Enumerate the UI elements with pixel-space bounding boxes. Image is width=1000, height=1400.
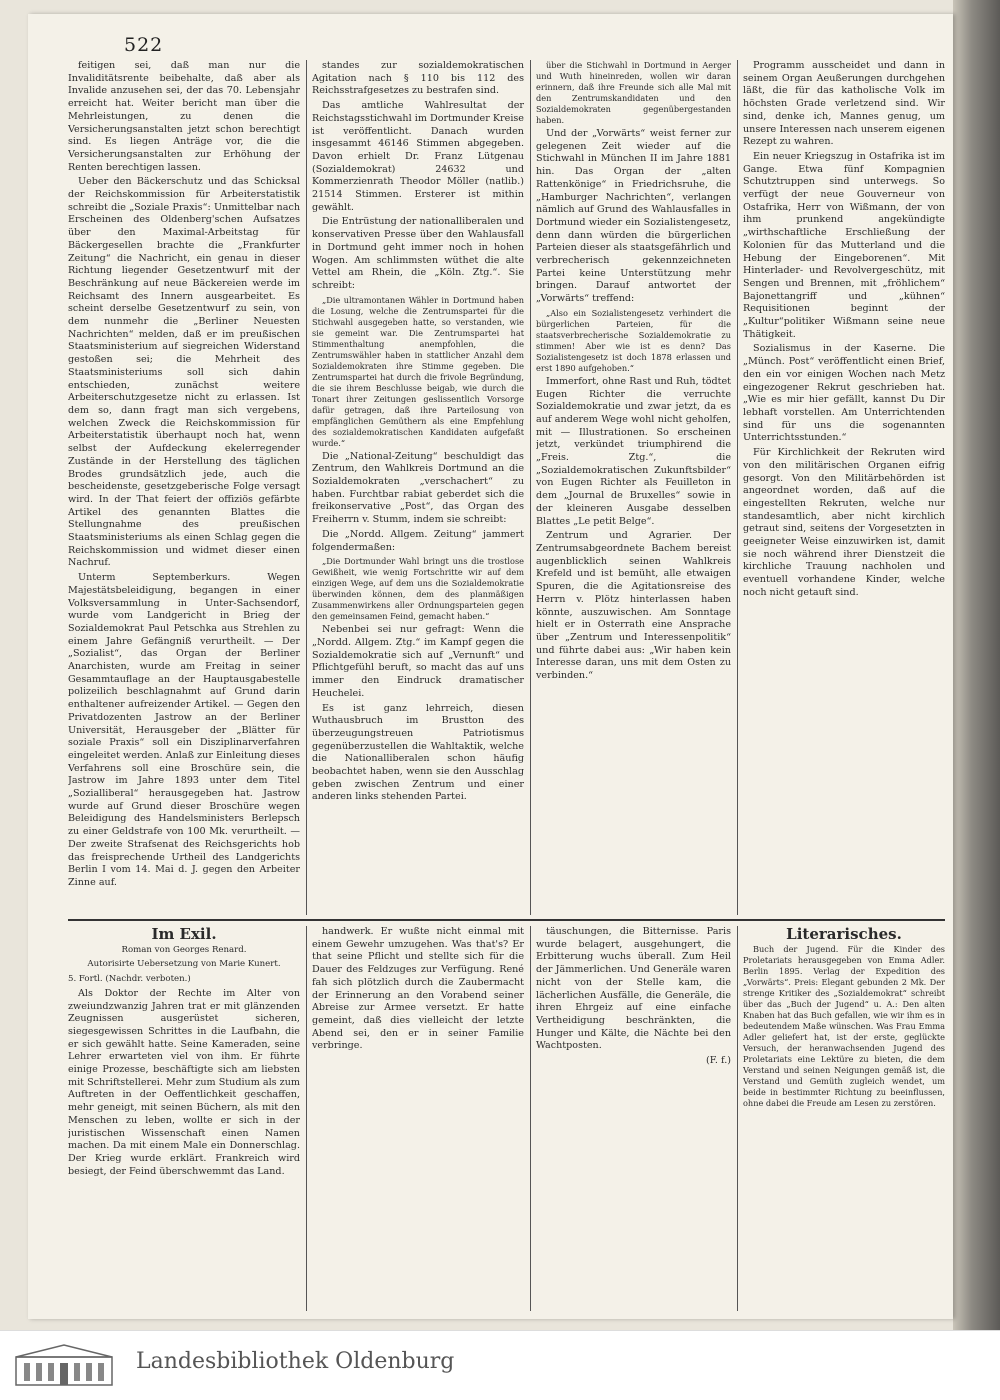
book-binding (953, 0, 1000, 1330)
paragraph: Es ist ganz lehrreich, diesen Wuthausbruch im Brustton des überzeugungstreuen Patriotismus gegenüberzustellen die Wahltaktik, welche die Nationalliberalen schon häufig beobachtet haben, wenn sie den Ausschlag geben zwischen Zentrum und einer anderen links stehenden Partei. (312, 702, 524, 803)
paragraph: standes zur sozialdemokratischen Agitation nach § 110 bis 112 des Reichsstrafgesetzes zu bestrafen sind. (312, 60, 524, 97)
paragraph: Programm ausscheidet und dann in seinem Organ Aeußerungen durchgehen läßt, die für das katholische Volk im höchsten Grade verletzend sind. Wir sind, denke ich, Mannes genug, um unsere Interessen nach unserem eigenen Rezept zu wahren. (743, 60, 945, 148)
paragraph: Die „National-Zeitung“ beschuldigt das Zentrum, den Wahlkreis Dortmund an die Sozialdemokraten „verschachert“ zu haben. Furchtbar rabiat geberdet sich die freikonservative „Post“, das Organ des Freiherrn v. Stumm, indem sie schreibt: (312, 450, 524, 526)
paragraph: Ein neuer Kriegszug in Ostafrika ist im Gange. Etwa fünf Kompagnien Schutztruppen sind unterwegs. So verfügt der neue Gouverneur von Ostafrika, Herr von Wißmann, der von ihm prunkend angekündigte „wirthschaftliche Erschließung der Kolonien für das Mutterland und die Hebung der Eingeborenen“. Mit Hinterlader- und Revolvergeschütz, mit Sengen und Brennen, mit „fröhlichem“ Bajonettangriff und „kühnen“ Requisitionen beginnt der „Kultur“politiker Wißmann seine neue Thätigkeit. (743, 150, 945, 340)
paragraph: Sozialismus in der Kaserne. Die „Münch. Post“ veröffentlicht einen Brief, den ein vor einigen Wochen nach Metz eingezogener Rekrut geschrieben hat. „Wie es mir hier gefällt, kannst Du Dir lebhaft vorstellen. Am Unterrichtenden sind für uns die sogenannten Unterrichtsstunden.“ (743, 343, 945, 444)
feuilleton-column-3 (536, 926, 731, 1311)
column-rule (306, 60, 307, 915)
column-rule (530, 926, 531, 1311)
literary-column (743, 926, 945, 1311)
library-name: Landesbibliothek Oldenburg (136, 1349, 455, 1374)
paragraph: Immerfort, ohne Rast und Ruh, tödtet Eugen Richter die verruchte Sozialdemokratie und zwar jetzt, da es auf anderem Wege wohl nicht geholfen, mit — Illustrationen. So erscheinen jetzt, verkündet triumphirend die „Freis. Ztg.“, die „Sozialdemokratischen Zukunftsbilder“ von Eugen Richter als Feuilleton in dem „Journal de Bruxelles“ sowie in der kleineren Ausgabe desselben Blattes „Le petit Belge“. (536, 375, 731, 527)
library-building-icon (14, 1343, 114, 1387)
quote-paragraph: „Die Dortmunder Wahl bringt uns die trostlose Gewißheit, wie wenig Fortschritte wir auf dem einzigen Wege, auf dem uns die Sozialdemokratie überwinden können, dem des planmäßigen Zusammenwirkens aller Ordnungsparteien gegen den gemeinsamen Feind, gemacht haben.“ (312, 556, 524, 622)
paragraph: Nebenbei sei nur gefragt: Wenn die „Nordd. Allgem. Ztg.“ im Kampf gegen die Sozialdemokratie sich auf „Vernunft“ und Pflichtgefühl beruft, so macht das auf uns immer den Eindruck dramatischer Heuchelei. (312, 624, 524, 699)
feuilleton-column-1 (68, 926, 300, 1311)
quote-paragraph: über die Stichwahl in Dortmund in Aerger und Wuth hineinreden, wollen wir daran erinnern, daß ihre Freunde sich alle Mal mit den Zentrumskandidaten und den Sozialdemokraten gegenübergestanden haben. (536, 60, 731, 125)
column-rule (306, 926, 307, 1311)
page-number: 522 (124, 34, 164, 56)
quote-paragraph: „Also ein Sozialistengesetz verhindert die bürgerlichen Parteien, für die staatsverbrecherische Sozialdemokratie zu stimmen! Aber wie ist es denn? Das Sozialistengesetz ist doch 1878 erlassen und erst 1890 aufgehoben.“ (536, 307, 731, 373)
column-rule (530, 60, 531, 915)
paragraph: täuschungen, die Bitternisse. Paris wurde belagert, ausgehungert, die Erbitterung wuchs überall. Zum Heil der Jämmerlichen. Und Generäle waren nicht von der Stelle kam, die lächerlichen Ausfälle, die Generäle, die ihren Ehrgeiz auf eine einfache Vertheidigung beschränkten, die Hunger und Kälte, die Nächte bei den Wachtposten. (536, 926, 731, 1052)
column-1 (68, 60, 300, 915)
newspaper-page (28, 14, 953, 1319)
paragraph: Unterm Septemberkurs. Wegen Majestätsbeleidigung, begangen in einer Volksversammlung in Unter-Sachsendorf, wurde vom Landgericht in Brieg der Sozialdemokrat Paul Petschka aus Strehlen zu einem Jahre Gefängniß verurtheilt. — Der „Sozialist“, das Organ der Berliner Anarchisten, wurde am Freitag in seiner Gesammtauflage an der Hauptausgabestelle polizeilich beschlagnahmt auf Grund darin enthaltener aufreizender Artikel. — Gegen den Privatdozenten Jastrow an der Berliner Universität, Herausgeber der „Blätter für soziale Praxis“ soll ein Disziplinarverfahren eingeleitet werden. Anlaß zur Einleitung dieses Verfahrens soll eine Broschüre sein, die Jastrow im Jahre 1893 unter dem Titel „Sozialliberal“ herausgegeben hat. Jastrow wurde auf Grund dieser Broschüre wegen Beleidigung des Handelsministers Berlepsch zu einer Geldstrafe von 100 Mk. verurtheilt. — Der zweite Strafsenat des Reichsgerichts hob das freisprechende Urtheil des Landgerichts Berlin I vom 14. Mai d. J. gegen den Arbeiter Zinne auf. (68, 572, 300, 888)
feuilleton-author: Roman von Georges Renard. (121, 944, 247, 955)
feuilleton-translator: Autorisirte Uebersetzung von Marie Kunert. (87, 959, 281, 970)
column-rule (737, 60, 738, 915)
paragraph: Die „Nordd. Allgem. Zeitung“ jammert folgendermaßen: (312, 528, 524, 553)
paragraph: Ueber den Bäckerschutz und das Schicksal der Reichskommission für Arbeiterstatistik schreibt die „Soziale Praxis“: Unmittelbar nach Erscheinen des Oldenberg'schen Aufsatzes über den Maximal-Arbeitstag für Bäckergesellen brachte die „Frankfurter Zeitung“ die Nachricht, ein genau in dieser Richtung liegender Gesetzentwurf mit der Beschränkung auf neue Bäckereien werde im Reichsamt des Innern ausgearbeitet. Es scheint derselbe Gesetzentwurf zu sein, von dem nunmehr die „Berliner Neuesten Nachrichten“ melden, daß er im preußischen Staatsministerium auf siegreichen Widerstand gestoßen sei; die Mehrheit des Staatsministeriums soll sich dahin entschieden, zunächst weitere Arbeiterschutzgesetze nicht zu erlassen. Ist dem so, dann fragt man sich vergebens, welchen Zweck die Reichskommission für Arbeiterstatistik überhaupt noch hat, wenn selbst der Aufdeckung ekelerregender Zustände in der Herstellung des täglichen Brodes grundsätzlich jede, auch die bescheidenste, gesetzgeberische Folge versagt wird. In der That feiert der offiziös gefärbte Artikel des genannten Blattes die Stellungnahme des preußischen Staatsministeriums als einen Schlag gegen die Reichskommission und widmet dieser einen Nachruf. (68, 176, 300, 569)
column-2 (312, 60, 524, 915)
footer-bar (0, 1330, 1000, 1400)
paragraph: Zentrum und Agrarier. Der Zentrumsabgeordnete Bachem bereist augenblicklich seinen Wahlkreis Krefeld und ist bemüht, alle etwaigen Spuren, die die Agitationsreise des Herrn v. Plötz hinterlassen haben könnte, auszuwischen. Am Sonntage hielt er in Osterrath eine Ansprache über „Zentrum und Interessenpolitik“ und führte dabei aus: „Wir haben kein Interesse daran, uns mit dem Osten zu verbinden.“ (536, 530, 731, 682)
column-3 (536, 60, 731, 915)
column-rule (737, 926, 738, 1311)
paragraph: Für Kirchlichkeit der Rekruten wird von den militärischen Organen eifrig gesorgt. Von den Militärbehörden ist angeordnet worden, daß auf die eingestellten Rekruten, welche nur standesamtlich, aber nicht kirchlich getraut sind, seitens der Vorgesetzten in geeigneter Weise einzuwirken ist, damit sie noch während ihrer Dienstzeit die kirchliche Trauung nachholen und eventuell vorhandene Kinder, welche noch nicht getauft sind. (743, 447, 945, 598)
continuation-note: (F. f.) (705, 1055, 731, 1067)
paragraph: Buch der Jugend. Für die Kinder des Proletariats herausgegeben von Emma Adler. Berlin 1895. Verlag der Expedition des „Vorwärts“. Preis: Elegant gebunden 2 Mk. Der strenge Kritiker des „Sozialdemokrat“ schreibt über das „Buch der Jugend“ u. A.: Den alten Knaben hat das Buch gefallen, wie wir ihm es in bedeutendem Maße wünschen. Was Frau Emma Adler geliefert hat, ist der erste, geglückte Versuch, der heranwachsenden Jugend des Proletariats eine Lektüre zu bieten, die dem Verstand und seinen Neigungen gemäß ist, die Verstand und Gemüth zugleich wendet, um beide in bestimmter Richtung zu beeinflussen, ohne dabei die Freude am Lesen zu zerstören. (743, 943, 945, 1108)
paragraph: Als Doktor der Rechte im Alter von zweiundzwanzig Jahren trat er mit glänzenden Zeugnissen ausgerüstet sicheren, siegesgewissen Schrittes in die Laufbahn, die er sich gewählt hatte. Seine Kameraden, seine Lehrer erwarteten viel von ihm. Er führte einige Prozesse, beschäftigte sich am liebsten mit Schriftstellerei. Mehr zum Studium als zum Auftreten in der Oeffentlichkeit geschaffen, mehr geneigt, mit seinen Büchern, als mit den Menschen zu leben, wollte er sich in der juristischen Wissenschaft einen Namen machen. Da mit einem Male ein Donnerschlag. Der Krieg wurde erklärt. Frankreich wird besiegt, der Feind überschwemmt das Land. (68, 987, 300, 1177)
paragraph: feitigen sei, daß man nur die Invaliditätsrente beibehalte, daß aber als Invalide anzusehen sei, der das 70. Lebensjahr erreicht hat. Weiter bericht man über die Mehrleistungen, zu denen die Versicherungsanstalten jetzt schon berechtigt sind. Es liegen Anträge vor, die die Versicherungsanstalten zur Erhöhung der Renten berechtigen lassen. (68, 60, 300, 173)
literary-title: Literarisches. (786, 926, 902, 943)
feuilleton-installment: 5. Fortl. (Nachdr. verboten.) (68, 974, 191, 985)
feuilleton-column-2 (312, 926, 524, 1311)
feuilleton-title: Im Exil. (151, 926, 217, 943)
feuilleton-separator (68, 919, 945, 921)
column-4 (743, 60, 945, 915)
paragraph: Das amtliche Wahlresultat der Reichstagsstichwahl im Dortmunder Kreise ist veröffentlicht. Danach wurden insgesammt 46146 Stimmen abgegeben. Davon erhielt Dr. Franz Lütgenau (Sozialdemokrat) 24632 und Kommerzienrath Theodor Möller (natlib.) 21514 Stimmen. Ersterer ist mithin gewählt. (312, 100, 524, 213)
paragraph: Die Entrüstung der nationalliberalen und konservativen Presse über den Wahlausfall in Dortmund geht immer noch in hohen Wogen. Am schlimmsten wüthet die alte Vettel am Rhein, die „Köln. Ztg.“. Sie schreibt: (312, 216, 524, 291)
quote-paragraph: „Die ultramontanen Wähler in Dortmund haben die Losung, welche die Zentrumspartei für die Stichwahl ausgegeben hatte, so verstanden, wie sie gemeint war. Die Zentrumspartei hat Stimmenthaltung anempfohlen, die Zentrumswähler haben in stattlicher Anzahl dem Sozialdemokraten ihre Stimme gegeben. Die Zentrumspartei hat durch die frivole Begründung, die sie ihrem Beschlusse beigab, wie durch die Tonart ihrer Zeitungen geslissentlich Vorsorge dafür getragen, daß ihre Parteilosung von empfänglichen Gemüthern als eine Empfehlung des sozialdemokratischen Kandidaten aufgefaßt wurde.“ (312, 294, 524, 448)
paragraph: Und der „Vorwärts“ weist ferner zur gelegenen Zeit wieder auf die Stichwahl in München II im Jahre 1881 hin. Das Organ der „alten Rattenkönige“ in Friedrichsruhe, die „Hamburger Nachrichten“, verlangen nämlich auf Grund des Wahlausfalles in Dortmund wieder ein Sozialistengesetz, denn dann würden die bürgerlichen Parteien dieser als staatsgefährlich und verbrecherisch gekennzeichneten Partei keine Unterstützung mehr bringen. Darauf antwortet der „Vorwärts“ treffend: (536, 128, 731, 305)
paragraph: handwerk. Er wußte nicht einmal mit einem Gewehr umzugehen. Was that's? Er that seine Pflicht und stellte sich für die Dauer des Feldzuges zur Verfügung. René fah sich plötzlich durch die Zaubermacht der Erinnerung an den Vorabend seiner Abreise zur Armee versetzt. Er hatte gemeint, daß dies vielleicht der letzte Abend sei, den er in seiner Familie verbringe. (312, 926, 524, 1052)
